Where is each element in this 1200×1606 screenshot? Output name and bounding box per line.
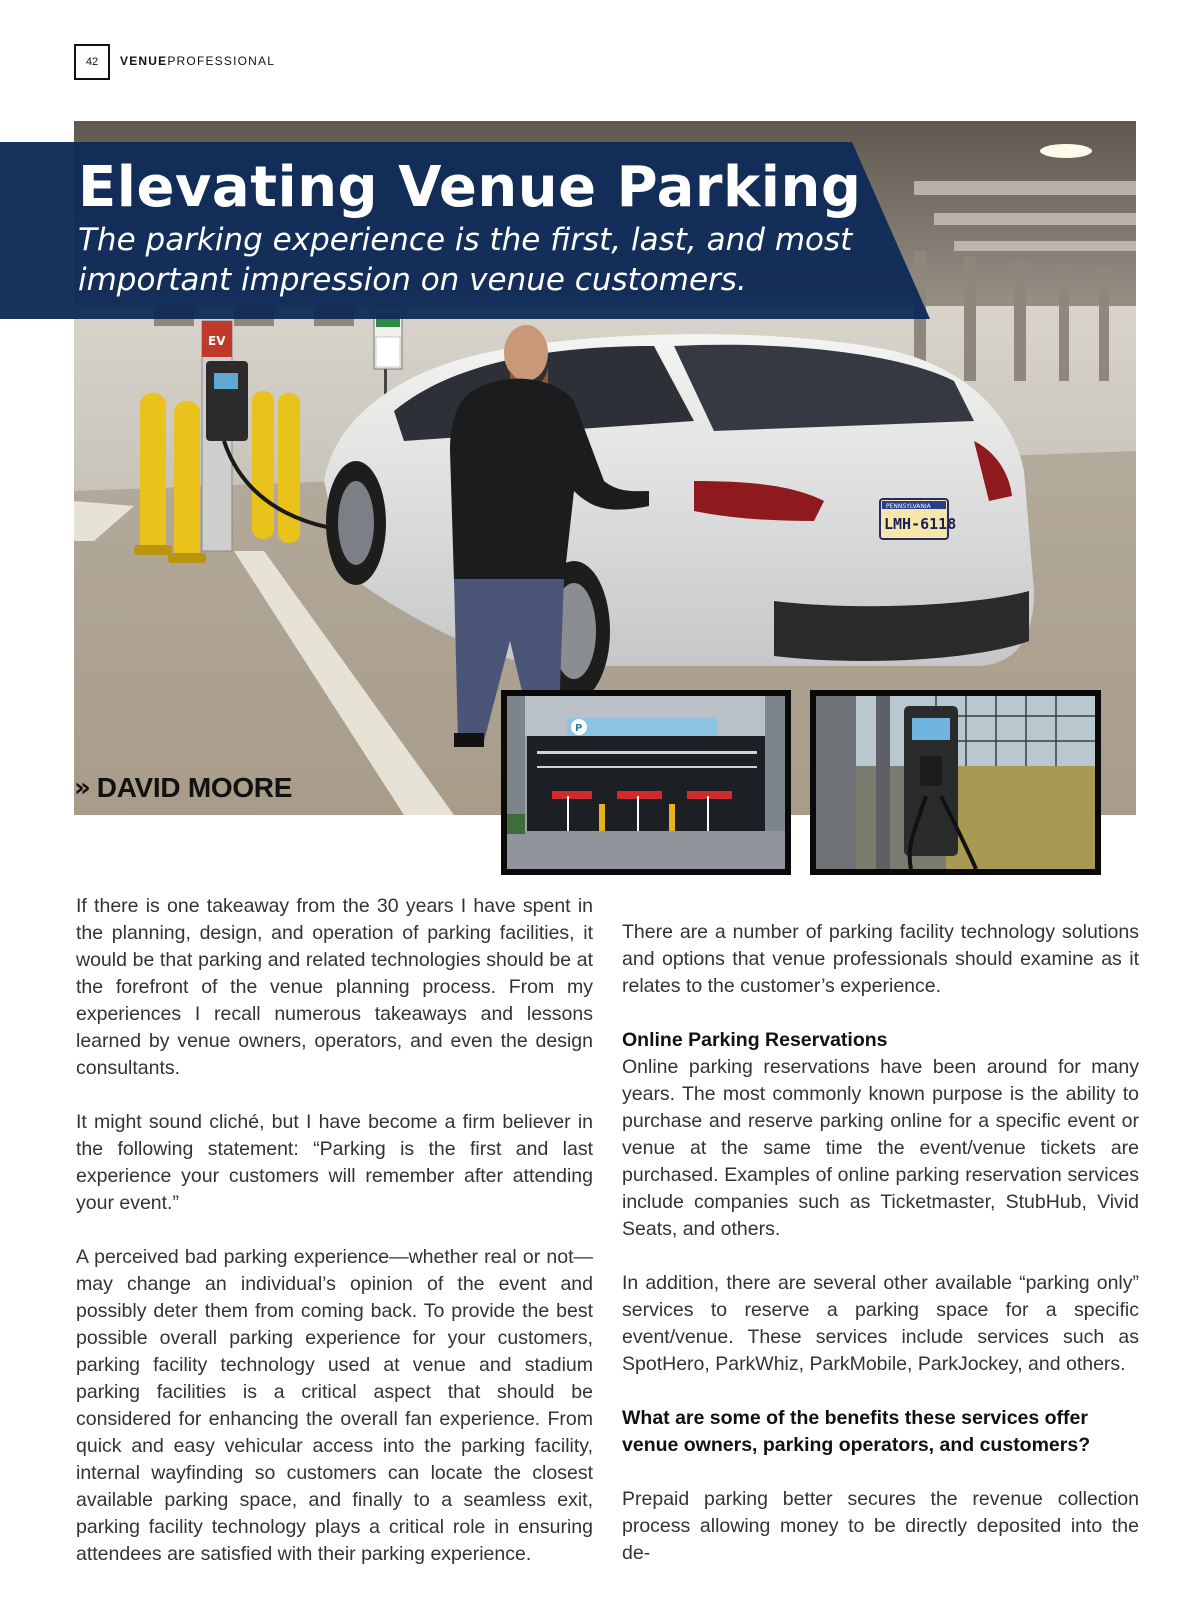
paragraph-intro: There are a number of parking facility technology solutions and options that venue professionals should examine as it relates to the customer’s experience. — [622, 921, 1139, 997]
paragraph-prepaid-parking: Prepaid parking better secures the revenue collection process allowing money to be directly deposited into the de- — [622, 1488, 1139, 1564]
paragraph-online-reservations: Online parking reservations have been around for many years. The most commonly known purpose is the ability to purchase and reserve parking online for a specific event or venue at the same time the event/venue tickets are purchased. Examples of online parking reservation services include companies such as Ticketmaster, StubHub, Vivid Seats, and others. — [622, 1056, 1139, 1240]
byline-chevron-icon: » — [74, 773, 91, 803]
paragraph-1: If there is one takeaway from the 30 years I have spent in the planning, design, and operation of parking facilities, it would be that parking and related technologies should be at the forefront of the venue planning process. From my experiences I recall numerous takeaways and lessons learned by venue owners, operators, and even the design consultants. — [76, 895, 593, 1079]
ev-label: EV — [208, 334, 226, 348]
author-name: DAVID MOORE — [96, 772, 293, 803]
page-number-text: 42 — [85, 56, 99, 68]
body-column-right — [622, 919, 1139, 1567]
paragraph-parking-only-services: In addition, there are several other available “parking only” services to reserve a parking space for a specific event/venue. These services include services such as SpotHero, ParkWhiz, ParkMobile, ParkJockey, and others. — [622, 1272, 1139, 1375]
page-number — [74, 44, 110, 80]
article-title: Elevating Venue Parking — [78, 155, 862, 220]
section-heading-online-reservations: Online Parking Reservations — [622, 1029, 888, 1051]
parking-p-icon: P — [575, 723, 583, 734]
author-byline — [74, 758, 292, 818]
article-subtitle: The parking experience is the first, last, and most important impression on venue customers. — [78, 222, 853, 298]
plate-state: PENNSYLVANIA — [886, 503, 931, 510]
paragraph-2: It might sound cliché, but I have become a firm believer in the following statement: “Parking is the first and last experience your customers will remember after attending your event.” — [76, 1111, 593, 1214]
paragraph-3: A perceived bad parking experience—whether real or not—may change an individual’s opinion of the event and possibly deter them from coming back. To provide the best possible overall parking experience for your customers, parking facility technology used at venue and stadium parking facilities is a critical aspect that should be considered for enhancing the overall fan experience. From quick and easy vehicular access into the parking facility, internal wayfinding so customers can locate the closest available parking space, and finally to a seamless exit, parking facility technology plays a critical role in ensuring attendees are satisfied with their parking experience. — [76, 1246, 593, 1565]
body-column-left — [76, 893, 593, 1568]
magazine-title — [120, 54, 275, 68]
section-heading-benefits: What are some of the benefits these services offer venue owners, parking operators, and customers? — [622, 1407, 1091, 1456]
plate-number: LMH-6118 — [884, 515, 957, 533]
inset-photo-ev-charger — [810, 690, 1101, 875]
magazine-title-bold: VENUE — [120, 54, 168, 68]
inset-photo-garage-entrance — [501, 690, 791, 875]
magazine-title-rest: PROFESSIONAL — [167, 54, 276, 68]
